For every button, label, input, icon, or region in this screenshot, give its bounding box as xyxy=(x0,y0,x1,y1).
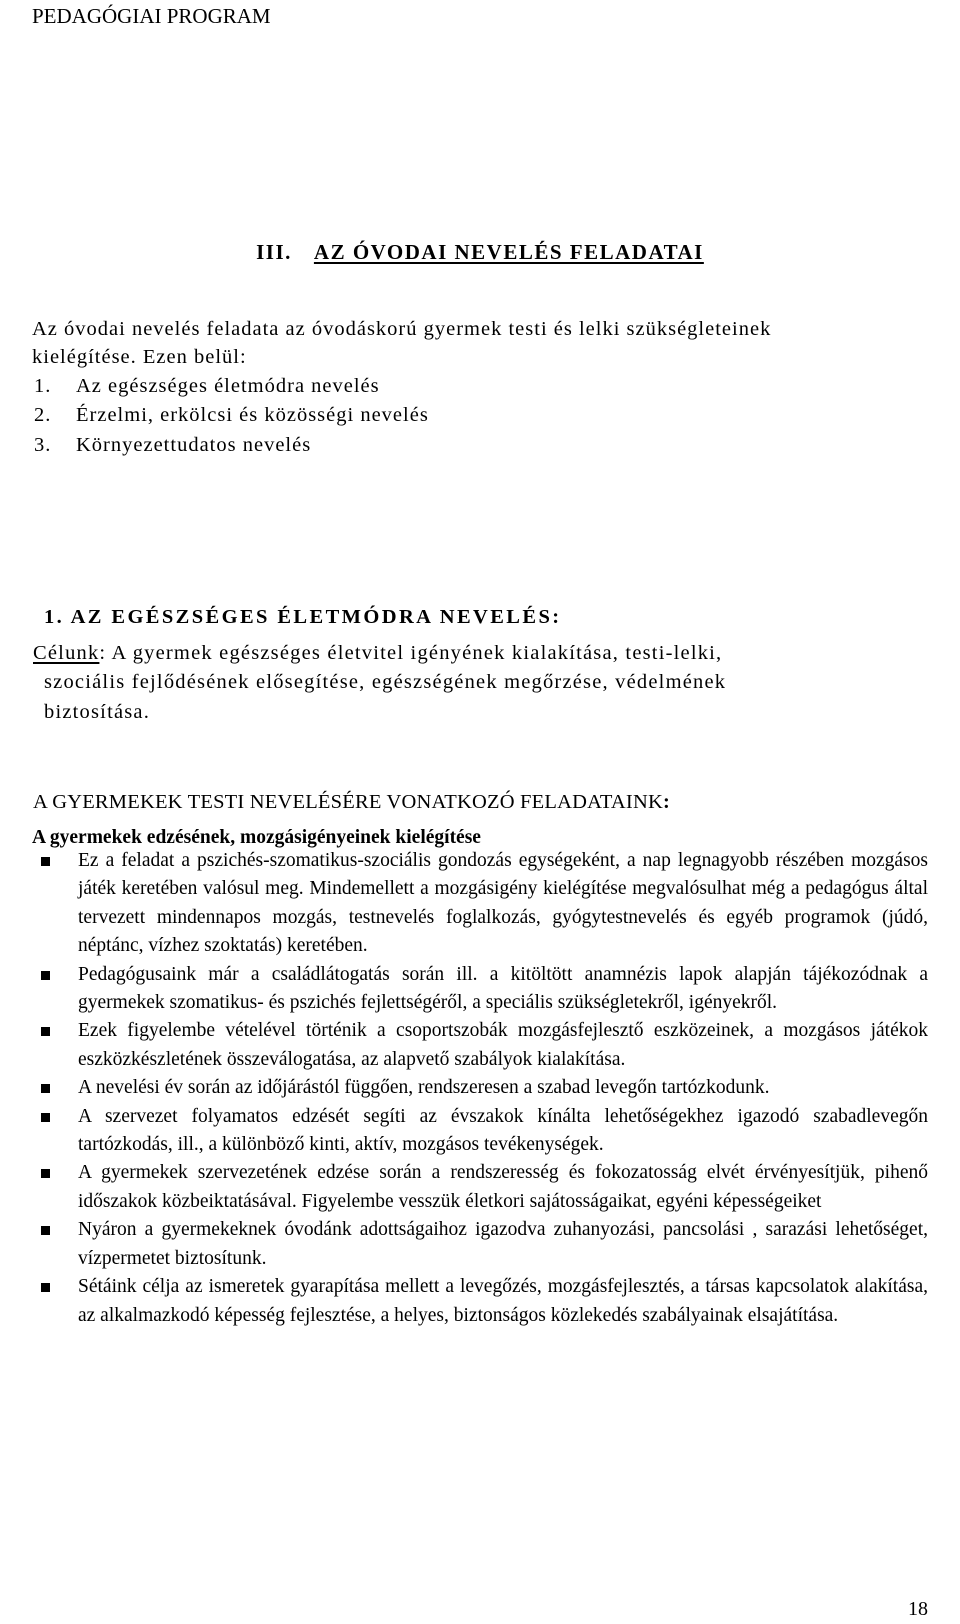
intro-line-2: kielégítése. Ezen belül: xyxy=(32,346,247,368)
bullet-square-icon xyxy=(41,971,50,980)
bullet-text: A nevelési év során az időjárástól függően, rendszeresen a szabad levegőn tartózkodunk. xyxy=(78,1077,770,1099)
list-item-number: 2. xyxy=(34,404,52,426)
list-item-number: 1. xyxy=(34,375,52,397)
section-title: 1. AZ EGÉSZSÉGES ÉLETMÓDRA NEVELÉS: xyxy=(44,606,562,628)
chapter-title xyxy=(0,240,960,265)
bullet-square-icon xyxy=(41,1084,50,1093)
bullet-square-icon xyxy=(41,1283,50,1292)
tasks-heading-text: A GYERMEKEK TESTI NEVELÉSÉRE VONATKOZÓ FELADATAINK xyxy=(33,791,663,813)
aim-line-1 xyxy=(33,642,722,665)
subheading: A gyermekek edzésének, mozgásigényeinek kielégítése xyxy=(32,827,481,848)
bullet-square-icon xyxy=(41,1113,50,1122)
page-header: PEDAGÓGIAI PROGRAM xyxy=(32,4,271,28)
bullet-item xyxy=(40,961,928,1018)
bullet-text: Nyáron a gyermekeknek óvodánk adottságaihoz igazodva zuhanyozási, pancsolási , sarazási lehetőséget, vízpermetet biztosítunk. xyxy=(78,1219,928,1269)
bullet-text: A szervezet folyamatos edzését segíti az évszakok kínálta lehetőségekhez igazodó szabadlevegőn tartózkodás, ill., a különböző kinti, aktív, mozgásos tevékenységek. xyxy=(78,1105,928,1156)
bullet-text: Sétáink célja az ismeretek gyarapítása mellett a levegőzés, mozgásfejlesztés, a társas kapcsolatok alakítása, az alkalmazkodó képesség fejlesztése, a helyes, biztonságos közlekedés szabályainak elsajátítása. xyxy=(78,1276,928,1326)
list-item-text: Az egészséges életmódra nevelés xyxy=(76,375,380,397)
intro-line-1: Az óvodai nevelés feladata az óvodáskorú gyermek testi és lelki szükségleteinek xyxy=(32,318,772,340)
bullet-text: Pedagógusaink már a családlátogatás során ill. a kitöltött anamnézis lapok alapján tájékozódnak a gyermekek szomatikus- és pszichés fejlettségéről, a speciális szükségletekről, igényekről. xyxy=(78,963,928,1014)
aim-line-2: szociális fejlődésének elősegítése, egészségének megőrzése, védelmének xyxy=(44,671,727,693)
tasks-heading xyxy=(33,791,670,814)
bullet-square-icon xyxy=(41,857,50,866)
bullet-text: A gyermekek szervezetének edzése során a rendszeresség és fokozatosság elvét érvényesítjük, pihenő időszakok közbeiktatásával. Figyelembe vesszük életkori sajátosságaikat, egyéni képességeiket xyxy=(78,1162,928,1212)
list-item xyxy=(34,404,429,427)
bullet-item xyxy=(40,1273,928,1330)
list-item-number: 3. xyxy=(34,434,52,456)
aim-line-3: biztosítása. xyxy=(44,701,151,723)
list-item xyxy=(34,375,380,398)
aim-text: : A gyermek egészséges életvitel igényének kialakítása, testi-lelki, xyxy=(99,642,723,664)
bullet-item xyxy=(40,1017,928,1074)
list-item xyxy=(34,434,311,457)
bullet-item xyxy=(40,1074,928,1102)
chapter-number: III. xyxy=(256,240,292,264)
list-item-text: Érzelmi, erkölcsi és közösségi nevelés xyxy=(76,404,429,426)
chapter-heading: AZ ÓVODAI NEVELÉS FELADATAI xyxy=(313,240,704,264)
bullet-square-icon xyxy=(41,1226,50,1235)
bullet-item xyxy=(40,847,928,961)
tasks-heading-colon: : xyxy=(662,791,670,813)
bullet-item xyxy=(40,1216,928,1273)
bullet-square-icon xyxy=(41,1169,50,1178)
aim-label: Célunk xyxy=(33,642,100,664)
bullet-text: Ez a feladat a pszichés-szomatikus-szociális gondozás egységeként, a nap legnagyobb részében mozgásos játék keretében valósul meg. Mindemellett a mozgásigény kielégítése megvalósulhat még a pedagógus által tervezett mindennapos mozgás, testnevelés foglalkozás, gyógytestnevelés és egyéb programok (júdó, néptánc, vízhez szoktatás) keretében. xyxy=(78,850,928,957)
bullet-item xyxy=(40,1103,928,1160)
bullet-item xyxy=(40,1159,928,1216)
page-number: 18 xyxy=(908,1598,928,1620)
bullet-list xyxy=(40,847,928,1330)
bullet-text: Ezek figyelembe vételével történik a csoportszobák mozgásfejlesztő eszközeinek, a mozgásos játékok eszközkészletének összeválogatása, az alapvető szabályok kialakítása. xyxy=(78,1020,928,1070)
list-item-text: Környezettudatos nevelés xyxy=(76,434,312,456)
bullet-square-icon xyxy=(41,1027,50,1036)
